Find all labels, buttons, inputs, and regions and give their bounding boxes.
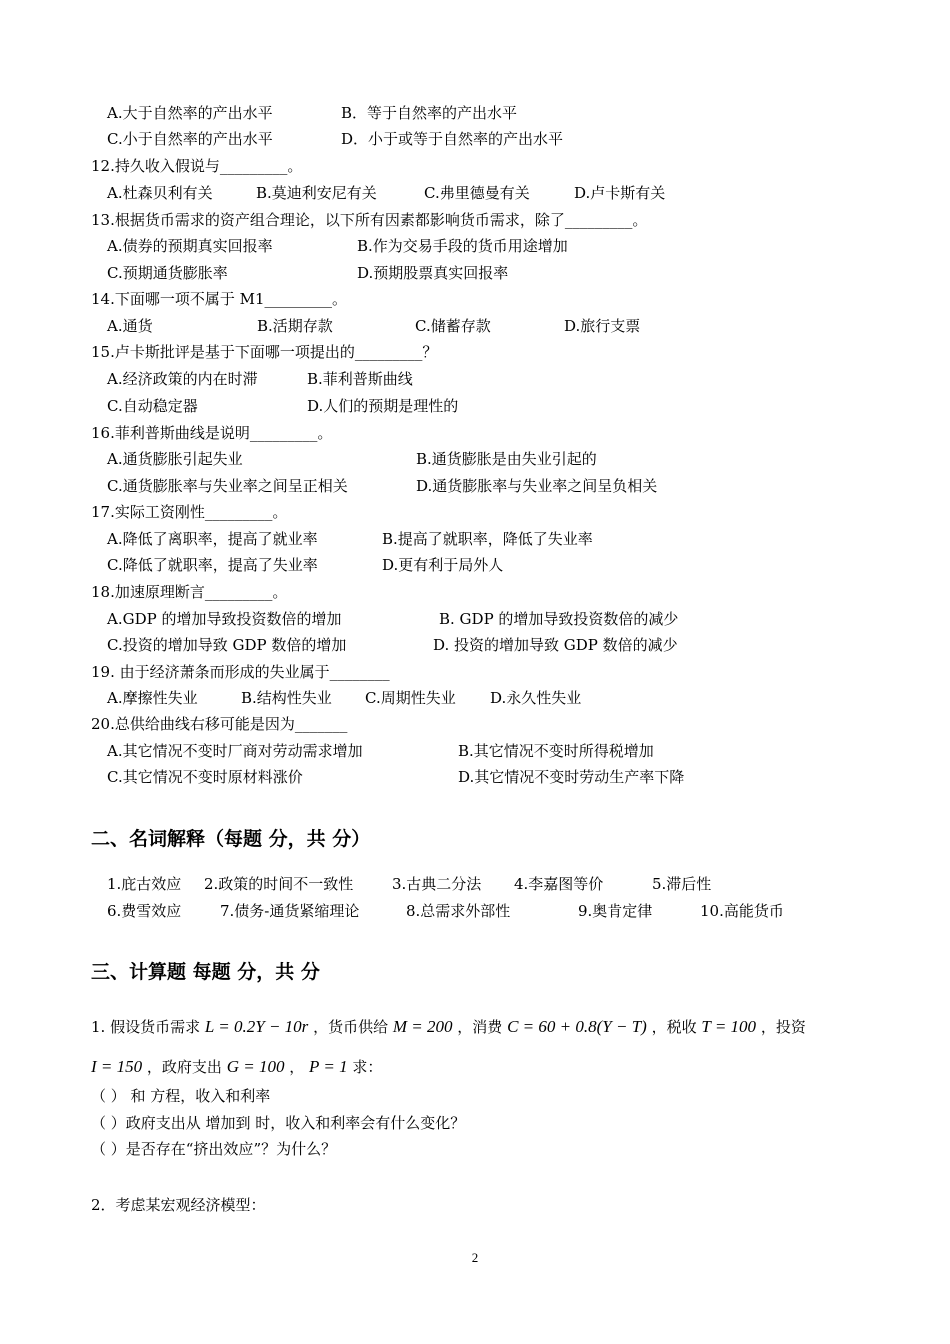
q12-option-a: A.杜森贝利有关	[107, 184, 213, 202]
q18-option-d: D. 投资的增加导致 GDP 数倍的减少	[433, 636, 678, 654]
q19-option-d: D.永久性失业	[490, 689, 582, 707]
price-level-equation: P = 1	[309, 1057, 348, 1076]
q12-option-b: B.莫迪利安尼有关	[256, 184, 377, 202]
problem-1-text: ，	[289, 1058, 305, 1076]
problem-1-sub-1: （ ） 和 方程，收入和利率	[91, 1087, 271, 1105]
q20-stem: 20.总供给曲线右移可能是因为_______	[91, 715, 348, 733]
q19-option-c: C.周期性失业	[365, 689, 456, 707]
q15-option-c: C.自动稳定器	[107, 397, 198, 415]
consumption-equation: C = 60 + 0.8(Y − T)	[507, 1017, 647, 1036]
problem-1-text: 求：	[352, 1058, 383, 1076]
q11-option-a: A.大于自然率的产出水平	[107, 104, 273, 122]
q13-option-b: B.作为交易手段的货币用途增加	[357, 237, 568, 255]
term-3: 3.古典二分法	[392, 875, 482, 893]
q16-option-b: B.通货膨胀是由失业引起的	[416, 450, 597, 468]
q16-stem: 16.菲利普斯曲线是说明_________。	[91, 424, 333, 442]
term-1: 1.庇古效应	[107, 875, 182, 893]
investment-equation: I = 150	[91, 1057, 143, 1076]
q12-option-c: C.弗里德曼有关	[424, 184, 530, 202]
q18-option-b: B. GDP 的增加导致投资数倍的减少	[439, 610, 679, 628]
q11-option-c: C.小于自然率的产出水平	[107, 130, 273, 148]
problem-1-text: ，政府支出	[146, 1058, 222, 1076]
problem-1-text: ，消费	[457, 1018, 503, 1036]
q15-option-d: D.人们的预期是理性的	[307, 397, 459, 415]
q20-option-c: C.其它情况不变时原材料涨价	[107, 768, 303, 786]
q16-option-a: A.通货膨胀引起失业	[107, 450, 243, 468]
q13-option-d: D.预期股票真实回报率	[357, 264, 509, 282]
q18-option-c: C.投资的增加导致 GDP 数倍的增加	[107, 636, 347, 654]
q12-option-d: D.卢卡斯有关	[574, 184, 666, 202]
page-number: 2	[471, 1250, 479, 1265]
q18-option-a: A.GDP 的增加导致投资数倍的增加	[107, 610, 342, 628]
q18-stem: 18.加速原理断言_________。	[91, 583, 288, 601]
term-6: 6.费雪效应	[107, 902, 182, 920]
term-7: 7.债务-通货紧缩理论	[220, 902, 360, 920]
q14-option-d: D.旅行支票	[564, 317, 641, 335]
problem-1-text: ，货币供给	[313, 1018, 389, 1036]
q14-option-a: A.通货	[107, 317, 153, 335]
section3-heading: 三、计算题 每题 分，共 分	[91, 961, 320, 983]
q13-option-a: A.债券的预期真实回报率	[107, 237, 273, 255]
problem-1-line-2	[91, 1057, 382, 1077]
q20-option-d: D.其它情况不变时劳动生产率下降	[458, 768, 685, 786]
q16-option-c: C.通货膨胀率与失业率之间呈正相关	[107, 477, 348, 495]
problem-2-intro: 2．考虑某宏观经济模型：	[91, 1196, 266, 1214]
term-9: 9.奥肯定律	[578, 902, 653, 920]
q16-option-d: D.通货膨胀率与失业率之间呈负相关	[416, 477, 658, 495]
q19-option-b: B.结构性失业	[241, 689, 332, 707]
problem-1-sub-2: （ ）政府支出从 增加到 时，收入和利率会有什么变化？	[91, 1114, 466, 1132]
tax-equation: T = 100	[701, 1017, 757, 1036]
q11-option-d: D．小于或等于自然率的产出水平	[341, 130, 564, 148]
q15-option-a: A.经济政策的内在时滞	[107, 370, 258, 388]
q20-option-b: B.其它情况不变时所得税增加	[458, 742, 654, 760]
q17-option-d: D.更有利于局外人	[382, 556, 504, 574]
q20-option-a: A.其它情况不变时厂商对劳动需求增加	[107, 742, 363, 760]
term-2: 2.政策的时间不一致性	[204, 875, 354, 893]
money-supply-equation: M = 200	[392, 1017, 453, 1036]
term-5: 5.滞后性	[652, 875, 712, 893]
term-4: 4.李嘉图等价	[514, 875, 604, 893]
q19-stem: 19. 由于经济萧条而形成的失业属于________	[91, 663, 390, 681]
q13-stem: 13.根据货币需求的资产组合理论，以下所有因素都影响货币需求，除了_________。	[91, 211, 648, 229]
q17-option-a: A.降低了离职率，提高了就业率	[107, 530, 318, 548]
q17-stem: 17.实际工资刚性_________。	[91, 503, 288, 521]
problem-1-text: ，税收	[651, 1018, 697, 1036]
problem-1-text: ，投资	[760, 1018, 806, 1036]
q14-option-b: B.活期存款	[257, 317, 333, 335]
problem-1-intro: 1. 假设货币需求	[91, 1018, 201, 1036]
q14-option-c: C.储蓄存款	[415, 317, 491, 335]
term-8: 8.总需求外部性	[406, 902, 511, 920]
q19-option-a: A.摩擦性失业	[107, 689, 198, 707]
q13-option-c: C.预期通货膨胀率	[107, 264, 228, 282]
q17-option-c: C.降低了就职率，提高了失业率	[107, 556, 318, 574]
section2-heading: 二、名词解释（每题 分，共 分）	[91, 828, 371, 850]
government-spending-equation: G = 100	[226, 1057, 285, 1076]
q15-stem: 15.卢卡斯批评是基于下面哪一项提出的_________？	[91, 343, 438, 361]
q14-stem: 14.下面哪一项不属于 M1_________。	[91, 290, 348, 308]
money-demand-equation: L = 0.2Y − 10r	[204, 1017, 309, 1036]
q11-option-b: B．等于自然率的产出水平	[341, 104, 518, 122]
term-10: 10.高能货币	[700, 902, 784, 920]
q15-option-b: B.菲利普斯曲线	[307, 370, 413, 388]
q17-option-b: B.提高了就职率，降低了失业率	[382, 530, 593, 548]
problem-1-line-1	[91, 1017, 806, 1037]
problem-1-sub-3: （ ）是否存在“挤出效应”？为什么？	[91, 1140, 337, 1158]
q12-stem: 12.持久收入假说与_________。	[91, 157, 303, 175]
